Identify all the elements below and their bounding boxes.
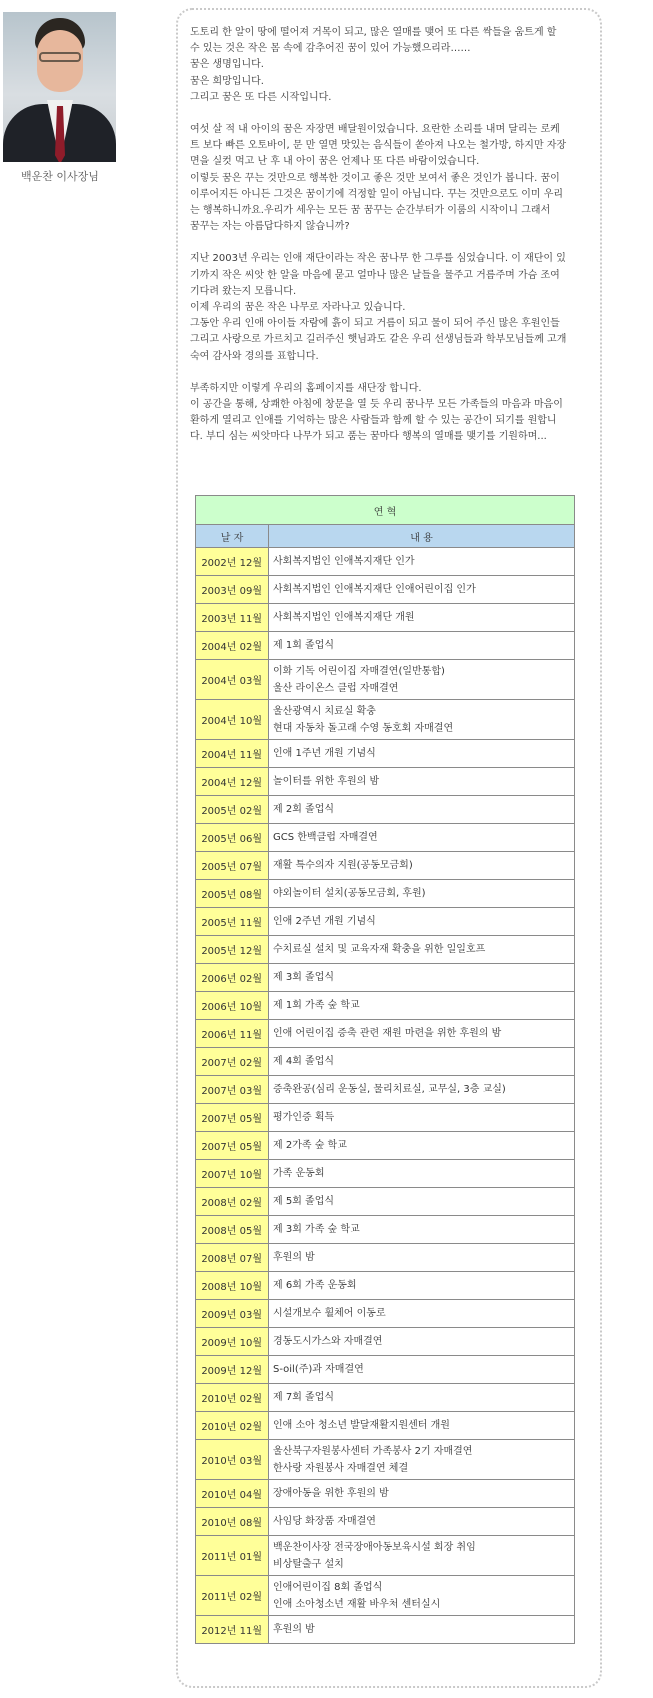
- history-item: 제 4회 졸업식: [273, 1056, 335, 1067]
- history-content: [269, 964, 575, 992]
- history-row: [196, 740, 575, 768]
- history-row: [196, 1440, 575, 1480]
- history-row: [196, 700, 575, 740]
- history-item: 인애 2주년 개원 기념식: [273, 916, 376, 927]
- chairman-photo: [3, 12, 116, 162]
- message-paragraph-3: 지난 2003년 우리는 인애 재단이라는 작은 꿈나무 한 그루를 심었습니다. 이 재단이 있 기까지 작은 씨앗 한 알을 마음에 묻고 얼마나 많은 날들을 물주고 거름주며 가슴 조여 기다려 왔는지 모릅니다. 이제 우리의 꿈은 작은 나무로 자라나고 있습니다. 그동안 우리 인애 아이들 자람에 흙이 되고 거름이 되고 물이 되어 주신 많은 후원인들 그리고 사랑으로 가르치고 길러주신 햇님과도 같은 우리 선생님들과 학부모님들께 고개 숙여 감사와 경의를 표합니다.: [190, 253, 567, 362]
- history-item: 평가인증 획득: [273, 1112, 335, 1123]
- history-date: 2008년 05월: [196, 1216, 269, 1244]
- history-item: GCS 한백클럽 자매결연: [273, 832, 378, 843]
- history-row: [196, 1216, 575, 1244]
- history-content: [269, 548, 575, 576]
- history-date: 2009년 10월: [196, 1328, 269, 1356]
- history-date: 2007년 10월: [196, 1160, 269, 1188]
- history-content: [269, 1616, 575, 1644]
- column-header-date: 날 자: [196, 525, 269, 548]
- history-item: 인애 소아청소년 재활 바우처 센터실시: [273, 1598, 441, 1610]
- history-item: S-oil(주)과 자매결연: [273, 1364, 364, 1375]
- history-date: 2006년 10월: [196, 992, 269, 1020]
- history-date: 2005년 02월: [196, 796, 269, 824]
- history-date: 2004년 10월: [196, 700, 269, 740]
- history-row: [196, 1536, 575, 1576]
- history-row: [196, 1412, 575, 1440]
- history-date: 2006년 02월: [196, 964, 269, 992]
- history-item: 울산광역시 치료실 확충: [273, 705, 376, 717]
- history-content: [269, 936, 575, 964]
- history-item: 인애 1주년 개원 기념식: [273, 748, 376, 759]
- history-content: [269, 1048, 575, 1076]
- history-item: 한사랑 자원봉사 자매결연 체결: [273, 1462, 409, 1474]
- history-item: 사회복지법인 인애복지재단 인가: [273, 556, 415, 567]
- history-date: 2010년 04월: [196, 1480, 269, 1508]
- history-content: [269, 908, 575, 936]
- history-item: 사회복지법인 인애복지재단 개원: [273, 612, 415, 623]
- history-content: [269, 1300, 575, 1328]
- history-item: 장애아동을 위한 후원의 밤: [273, 1488, 389, 1499]
- history-content: [269, 660, 575, 700]
- history-date: 2007년 05월: [196, 1132, 269, 1160]
- history-content: [269, 576, 575, 604]
- history-date: 2004년 02월: [196, 632, 269, 660]
- history-content: [269, 1244, 575, 1272]
- history-date: 2008년 02월: [196, 1188, 269, 1216]
- history-content: [269, 632, 575, 660]
- history-row: [196, 768, 575, 796]
- history-item: 후원의 밤: [273, 1252, 315, 1263]
- history-date: 2012년 11월: [196, 1616, 269, 1644]
- history-date: 2003년 09월: [196, 576, 269, 604]
- history-item: 비상탈출구 설치: [273, 1558, 344, 1570]
- history-content: [269, 1216, 575, 1244]
- greeting-message: [190, 25, 590, 446]
- history-row: [196, 880, 575, 908]
- history-content: [269, 1272, 575, 1300]
- history-content: [269, 1576, 575, 1616]
- history-date: 2007년 05월: [196, 1104, 269, 1132]
- history-content: [269, 1160, 575, 1188]
- history-content: [269, 1508, 575, 1536]
- history-item: 인애 소아 청소년 발달재활지원센터 개원: [273, 1420, 450, 1431]
- message-paragraph-4: 부족하지만 이렇게 우리의 홈페이지를 새단장 합니다. 이 공간을 통해, 상쾌한 아침에 창문을 열 듯 우리 꿈나무 모든 가족들의 마음과 마음이 환하게 열리고 인애를 기억하는 많은 사람들과 함께 할 수 있는 공간이 되기를 원합니 다. 부디 심는 씨앗마다 나무가 되고 품는 꿈마다 행복의 열매를 맺기를 기원하며...: [190, 382, 563, 443]
- history-item: 울산 라이온스 클럽 자매결연: [273, 682, 399, 694]
- history-row: [196, 1356, 575, 1384]
- history-item: 현대 자동차 돌고래 수영 동호회 자매결연: [273, 722, 454, 734]
- history-item: 제 1회 가족 숲 학교: [273, 1000, 360, 1011]
- history-content: [269, 740, 575, 768]
- history-row: [196, 660, 575, 700]
- history-item: 제 2회 졸업식: [273, 804, 335, 815]
- history-row: [196, 1272, 575, 1300]
- history-row: [196, 604, 575, 632]
- history-content: [269, 1384, 575, 1412]
- history-row: [196, 1020, 575, 1048]
- history-item: 제 1회 졸업식: [273, 640, 335, 651]
- history-item: 인애 어린이집 증축 관련 재원 마련을 위한 후원의 밤: [273, 1028, 502, 1039]
- history-table: [195, 495, 575, 1644]
- history-item: 사회복지법인 인애복지재단 인애어린이집 인가: [273, 584, 476, 595]
- history-date: 2010년 08월: [196, 1508, 269, 1536]
- history-row: [196, 908, 575, 936]
- history-row: [196, 1328, 575, 1356]
- history-item: 시설개보수 휠체어 이동로: [273, 1308, 386, 1319]
- history-date: 2002년 12월: [196, 548, 269, 576]
- history-row: [196, 964, 575, 992]
- history-date: 2008년 07월: [196, 1244, 269, 1272]
- history-content: [269, 796, 575, 824]
- history-item: 이화 기독 어린이집 자매결연(일반통합): [273, 665, 445, 677]
- history-row: [196, 1616, 575, 1644]
- history-date: 2007년 03월: [196, 1076, 269, 1104]
- history-item: 후원의 밤: [273, 1624, 315, 1635]
- history-row: [196, 796, 575, 824]
- history-row: [196, 548, 575, 576]
- history-item: 울산북구자원봉사센터 가족봉사 2기 자매결연: [273, 1445, 473, 1457]
- history-content: [269, 1536, 575, 1576]
- history-item: 제 2가족 숲 학교: [273, 1140, 347, 1151]
- history-row: [196, 992, 575, 1020]
- history-content: [269, 700, 575, 740]
- history-row: [196, 1576, 575, 1616]
- history-item: 재활 특수의자 지원(공동모금회): [273, 860, 413, 871]
- history-row: [196, 852, 575, 880]
- history-row: [196, 1508, 575, 1536]
- history-content: [269, 1076, 575, 1104]
- history-content: [269, 852, 575, 880]
- history-item: 수치료실 설치 및 교육자재 확충을 위한 일일호프: [273, 944, 486, 955]
- history-content: [269, 768, 575, 796]
- message-paragraph-1: 도토리 한 알이 땅에 떨어져 거목이 되고, 많은 열매를 맺어 또 다른 싹들을 움트게 할 수 있는 것은 작은 몸 속에 감추어진 꿈이 있어 가능했으리라…… 꿈은 생명입니다. 꿈은 희망입니다. 그리고 꿈은 또 다른 시작입니다.: [190, 27, 557, 103]
- history-date: 2005년 07월: [196, 852, 269, 880]
- history-date: 2010년 02월: [196, 1412, 269, 1440]
- history-item: 제 3회 가족 숲 학교: [273, 1224, 360, 1235]
- history-row: [196, 1160, 575, 1188]
- history-date: 2005년 11월: [196, 908, 269, 936]
- history-item: 제 7회 졸업식: [273, 1392, 335, 1403]
- history-content: [269, 1480, 575, 1508]
- history-item: 가족 운동회: [273, 1168, 325, 1179]
- history-row: [196, 1480, 575, 1508]
- history-content: [269, 1132, 575, 1160]
- history-row: [196, 1384, 575, 1412]
- history-content: [269, 1328, 575, 1356]
- history-item: 야외놀이터 설치(공동모금회, 후원): [273, 888, 426, 899]
- history-date: 2009년 03월: [196, 1300, 269, 1328]
- history-date: 2006년 11월: [196, 1020, 269, 1048]
- history-date: 2005년 06월: [196, 824, 269, 852]
- history-item: 백운찬이사장 전국장애아동보육시설 회장 취임: [273, 1541, 476, 1553]
- history-item: 놀이터를 위한 후원의 밤: [273, 776, 380, 787]
- history-date: 2010년 03월: [196, 1440, 269, 1480]
- history-item: 증축완공(심리 운동실, 물리치료실, 교무실, 3층 교실): [273, 1084, 506, 1095]
- history-item: 사임당 화장품 자매결연: [273, 1516, 376, 1527]
- history-row: [196, 632, 575, 660]
- history-content: [269, 880, 575, 908]
- history-row: [196, 1132, 575, 1160]
- history-row: [196, 1300, 575, 1328]
- history-item: 제 6회 가족 운동회: [273, 1280, 357, 1291]
- history-date: 2007년 02월: [196, 1048, 269, 1076]
- history-title: 연 혁: [196, 496, 575, 525]
- history-row: [196, 1104, 575, 1132]
- history-date: 2005년 12월: [196, 936, 269, 964]
- column-header-content: 내 용: [269, 525, 575, 548]
- history-item: 제 5회 졸업식: [273, 1196, 335, 1207]
- history-content: [269, 1020, 575, 1048]
- history-row: [196, 824, 575, 852]
- history-date: 2004년 11월: [196, 740, 269, 768]
- history-content: [269, 604, 575, 632]
- history-content: [269, 1412, 575, 1440]
- history-row: [196, 1188, 575, 1216]
- history-content: [269, 992, 575, 1020]
- message-paragraph-2: 여섯 살 적 내 아이의 꿈은 자장면 배달원이었습니다. 요란한 소리를 내며 달리는 로케 트 보다 빠른 오토바이, 문 만 열면 맛있는 음식들이 쏟아져 나오는 철가방, 하지만 자장 면을 실컷 먹고 난 후 내 아이 꿈은 언제나 또 다른 바람이었습니다. 이렇듯 꿈은 꾸는 것만으로 행복한 것이고 좋은 것만 보여서 좋은 것인가 봅니다. 꿈이 이루어지든 아니든 그것은 꿈이기에 걱정할 일이 아닙니다. 꾸는 것만으로도 이미 우리 는 행복하니까요.우리가 세우는 모든 꿈 꿈꾸는 순간부터가 이룸의 시작이니 그래서 꿈꾸는 자는 아름답다하지 않습니까?: [190, 124, 567, 233]
- history-content: [269, 1356, 575, 1384]
- history-content: [269, 1440, 575, 1480]
- history-date: 2005년 08월: [196, 880, 269, 908]
- history-content: [269, 1188, 575, 1216]
- history-row: [196, 1048, 575, 1076]
- history-date: 2004년 12월: [196, 768, 269, 796]
- history-date: 2011년 02월: [196, 1576, 269, 1616]
- history-date: 2004년 03월: [196, 660, 269, 700]
- history-item: 경동도시가스와 자매결연: [273, 1336, 383, 1347]
- history-date: 2009년 12월: [196, 1356, 269, 1384]
- history-date: 2010년 02월: [196, 1384, 269, 1412]
- history-item: 인애어린이집 8회 졸업식: [273, 1581, 383, 1593]
- history-content: [269, 824, 575, 852]
- history-item: 제 3회 졸업식: [273, 972, 335, 983]
- history-date: 2011년 01월: [196, 1536, 269, 1576]
- history-content: [269, 1104, 575, 1132]
- history-row: [196, 1244, 575, 1272]
- photo-caption: 백운찬 이사장님: [21, 170, 99, 183]
- history-date: 2003년 11월: [196, 604, 269, 632]
- history-date: 2008년 10월: [196, 1272, 269, 1300]
- history-row: [196, 1076, 575, 1104]
- history-row: [196, 576, 575, 604]
- history-row: [196, 936, 575, 964]
